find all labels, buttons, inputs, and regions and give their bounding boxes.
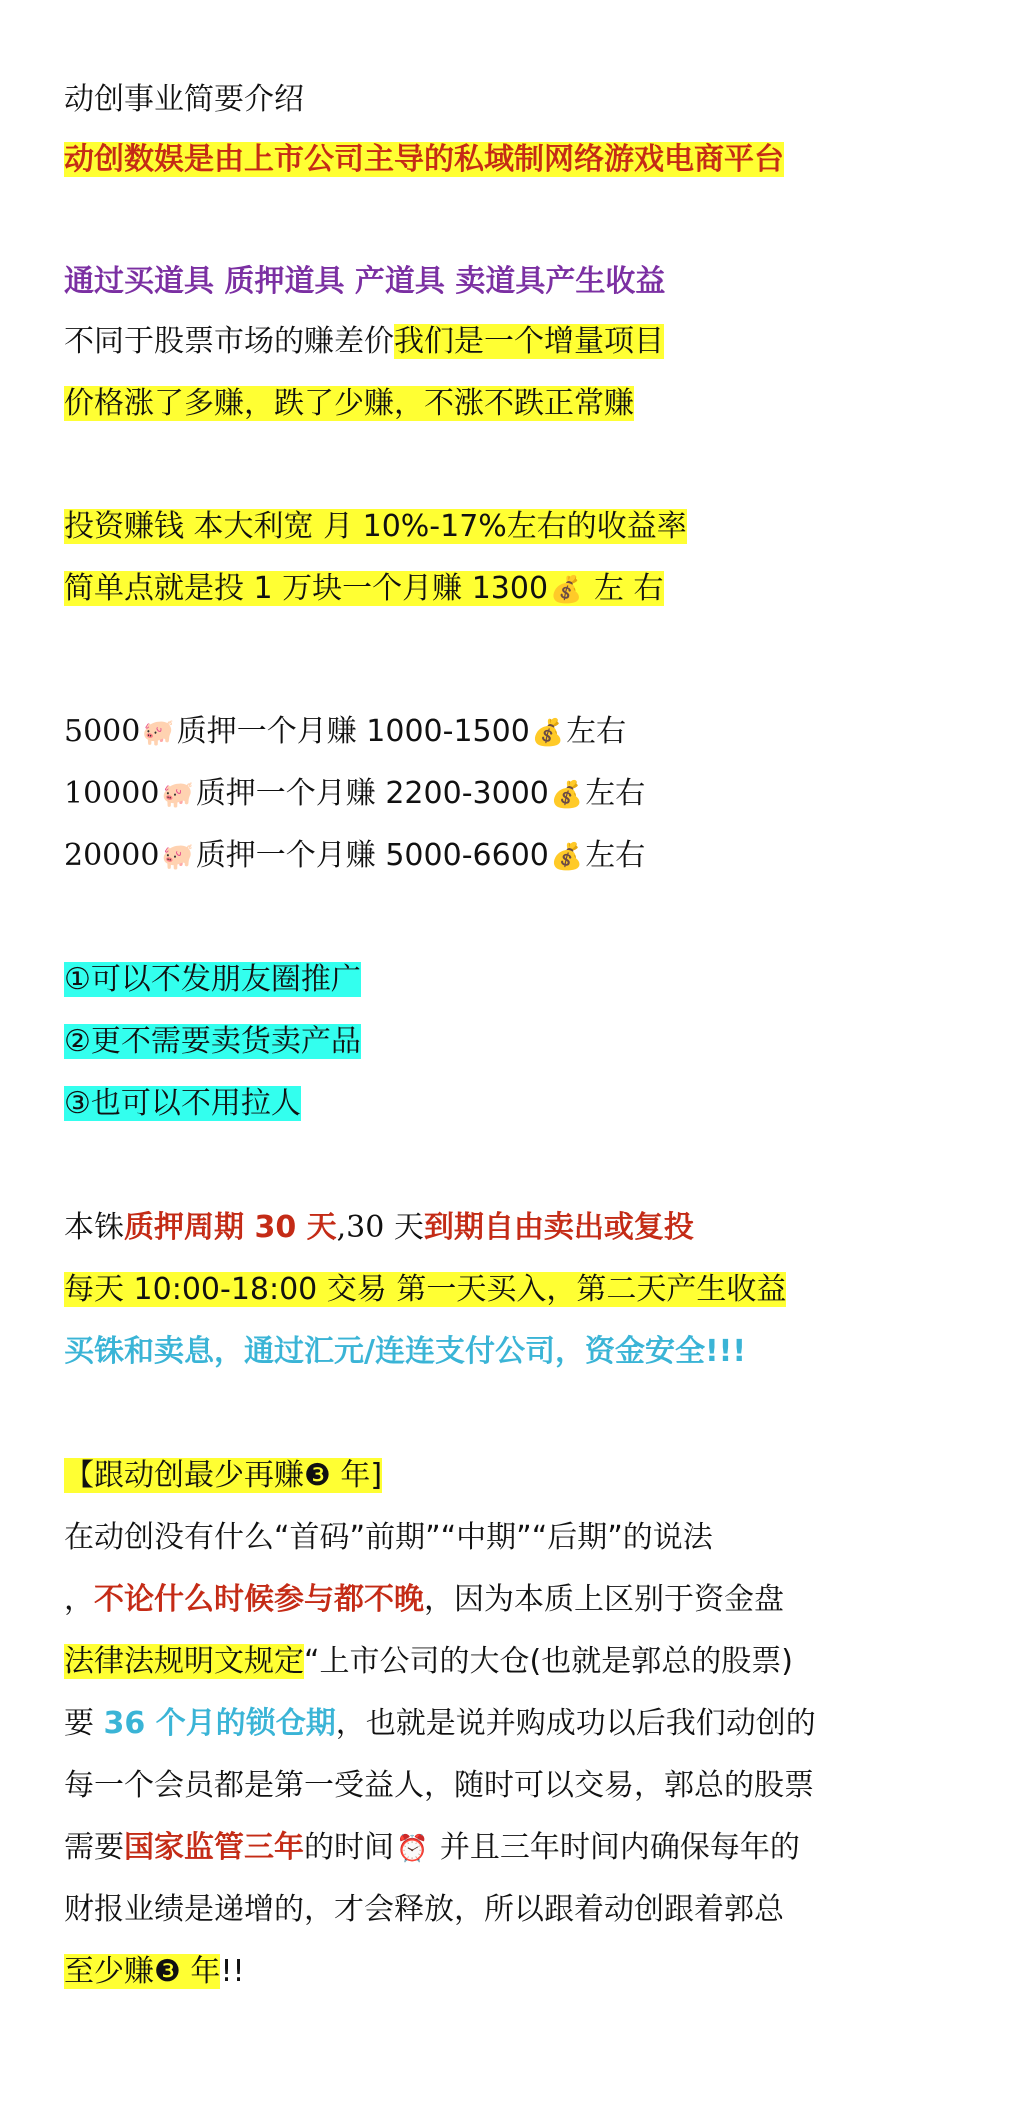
payment-safety-line xyxy=(64,1330,746,1374)
money-bag-icon: 💰 xyxy=(550,842,584,872)
pig-icon: 🐖 xyxy=(142,718,175,748)
pig-icon: 🐖 xyxy=(161,842,194,872)
paragraph-line xyxy=(64,1764,814,1808)
paragraph-text: 每一个会员都是第一受益人，随时可以交易，郭总的股票 xyxy=(64,1768,814,1803)
pledge-suffix: 左右 xyxy=(585,838,646,873)
paragraph-prefix: ， xyxy=(64,1582,94,1617)
maturity-text: 到期自由卖出或复投 xyxy=(423,1210,694,1245)
money-bag-icon: 💰 xyxy=(550,780,584,810)
simple-example-highlight xyxy=(64,571,664,606)
law-text: 法律法规明文规定 xyxy=(64,1644,304,1679)
paragraph-line xyxy=(64,1888,784,1932)
pledge-row xyxy=(64,772,645,816)
money-bag-icon: 💰 xyxy=(550,575,583,605)
paragraph-text: ，也就是说并购成功以后我们动创的 xyxy=(335,1706,816,1741)
paragraph-text: 并且三年时间内确保每年的 xyxy=(430,1830,800,1865)
benefit-item xyxy=(64,958,361,1002)
section-heading-text: 【跟动创最少再赚❸ 年] xyxy=(64,1458,383,1493)
pledge-amount: 5000 xyxy=(64,714,141,749)
benefit-text: ①可以不发朋友圈推广 xyxy=(64,962,361,997)
benefit-item xyxy=(64,1082,301,1126)
paragraph-line xyxy=(64,1578,784,1622)
paragraph-text: 财报业绩是递增的，才会释放，所以跟着动创跟着郭总 xyxy=(64,1892,784,1927)
paragraph-line xyxy=(64,1516,713,1560)
money-bag-icon: 💰 xyxy=(531,718,565,748)
pledge-period-days: ,30 天 xyxy=(336,1210,424,1245)
earning-methods-text: 通过买道具 质押道具 产道具 卖道具产生收益 xyxy=(64,264,666,299)
paragraph-text: 的时间 xyxy=(304,1830,394,1865)
paragraph-text: ，因为本质上区别于资金盘 xyxy=(424,1582,784,1617)
pledge-period-prefix: 本铢 xyxy=(64,1210,124,1245)
pledge-period-text: 质押周期 30 天 xyxy=(124,1210,337,1245)
payment-safety-text: 买铢和卖息，通过汇元/连连支付公司，资金安全!!! xyxy=(64,1334,747,1369)
return-rate-line xyxy=(64,505,687,549)
heading-intro xyxy=(64,78,304,122)
benefit-text: ③也可以不用拉人 xyxy=(64,1086,301,1121)
closing-text: 至少赚❸ 年 xyxy=(64,1954,221,1989)
price-line xyxy=(64,382,634,426)
pledge-earnings: 质押一个月赚 1000-1500 xyxy=(176,714,530,749)
simple-example-suffix: 左 右 xyxy=(584,571,664,606)
benefit-text: ②更不需要卖货卖产品 xyxy=(64,1024,361,1059)
platform-description xyxy=(64,138,784,182)
alarm-clock-icon: ⏰ xyxy=(396,1834,429,1864)
paragraph-line xyxy=(64,1826,800,1870)
difference-line xyxy=(64,320,664,364)
heading-intro-text: 动创事业简要介绍 xyxy=(64,82,304,117)
never-late-text: 不论什么时候参与都不晚 xyxy=(94,1582,424,1617)
paragraph-prefix: 需要 xyxy=(64,1830,124,1865)
pledge-earnings: 质押一个月赚 5000-6600 xyxy=(195,838,549,873)
pig-icon: 🐖 xyxy=(161,780,194,810)
pledge-amount: 10000 xyxy=(64,776,160,811)
trading-hours-text: 每天 10:00-18:00 交易 第一天买入，第二天产生收益 xyxy=(64,1272,787,1307)
benefit-item xyxy=(64,1020,361,1064)
paragraph-text: “上市公司的大仓(也就是郭总的股票) xyxy=(304,1644,793,1679)
paragraph-line xyxy=(64,1702,816,1746)
return-rate-text: 投资赚钱 本大利宽 月 10%-17%左右的收益率 xyxy=(64,509,687,544)
closing-line xyxy=(64,1950,245,1994)
lock-period-text: 36 个月的锁仓期 xyxy=(103,1706,336,1741)
pledge-amount: 20000 xyxy=(64,838,160,873)
pledge-period-line xyxy=(64,1206,694,1250)
pledge-row xyxy=(64,710,626,754)
regulation-text: 国家监管三年 xyxy=(124,1830,304,1865)
pledge-row xyxy=(64,834,645,878)
platform-description-text: 动创数娱是由上市公司主导的私域制网络游戏电商平台 xyxy=(64,142,784,177)
closing-exclamation: !! xyxy=(220,1954,245,1989)
section-heading xyxy=(64,1454,382,1498)
paragraph-line xyxy=(64,1640,793,1684)
paragraph-prefix: 要 xyxy=(64,1706,104,1741)
paragraph-text: 在动创没有什么“首码”前期”“中期”“后期”的说法 xyxy=(64,1520,713,1555)
incremental-project-text: 我们是一个增量项目 xyxy=(394,324,664,359)
trading-hours-line xyxy=(64,1268,786,1312)
pledge-suffix: 左右 xyxy=(566,714,627,749)
simple-example-line xyxy=(64,567,664,611)
earning-methods xyxy=(64,260,665,304)
pledge-suffix: 左右 xyxy=(585,776,646,811)
pledge-earnings: 质押一个月赚 2200-3000 xyxy=(195,776,549,811)
difference-text: 不同于股票市场的赚差价 xyxy=(64,324,394,359)
simple-example-text: 简单点就是投 1 万块一个月赚 1300 xyxy=(64,571,549,606)
price-text: 价格涨了多赚，跌了少赚，不涨不跌正常赚 xyxy=(64,386,634,421)
